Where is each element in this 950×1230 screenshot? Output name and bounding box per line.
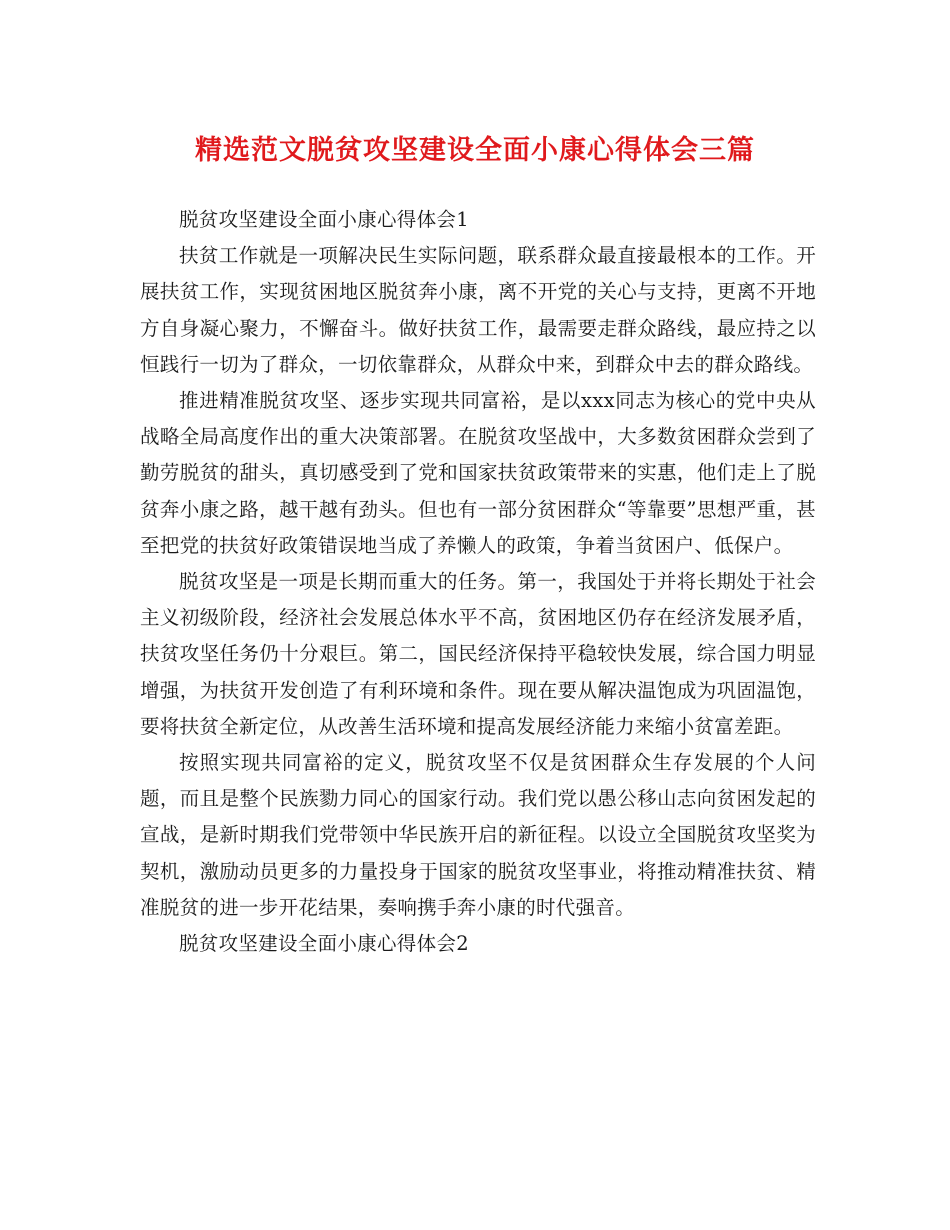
- document-title: 精选范文脱贫攻坚建设全面小康心得体会三篇: [195, 135, 755, 166]
- document-body: [140, 202, 816, 962]
- section-heading-2: 脱贫攻坚建设全面小康心得体会2: [179, 932, 469, 956]
- body-paragraph-3: 脱贫攻坚是一项是长期而重大的任务。第一，我国处于并将长期处于社会主义初级阶段，经济社会发展总体水平不高，贫困地区仍存在经济发展矛盾，扶贫攻坚任务仍十分艰巨。第二，国民经济保持平稳较快发展，综合国力明显增强，为扶贫开发创造了有利环境和条件。现在要从解决温饱成为巩固温饱，要将扶贫全新定位，从改善生活环境和提高发展经济能力来缩小贫富差距。: [140, 570, 816, 738]
- body-paragraph-4: 按照实现共同富裕的定义，脱贫攻坚不仅是贫困群众生存发展的个人问题，而且是整个民族勠力同心的国家行动。我们党以愚公移山志向贫困发起的宣战，是新时期我们党带领中华民族开启的新征程。以设立全国脱贫攻坚奖为契机，激励动员更多的力量投身于国家的脱贫攻坚事业，将推动精准扶贫、精准脱贫的进一步开花结果，奏响携手奔小康的时代强音。: [140, 751, 816, 919]
- section-heading-1: 脱贫攻坚建设全面小康心得体会1: [179, 208, 469, 231]
- body-paragraph-2: 推进精准脱贫攻坚、逐步实现共同富裕，是以xxx同志为核心的党中央从战略全局高度作出的重大决策部署。在脱贫攻坚战中，大多数贫困群众尝到了勤劳脱贫的甜头，真切感受到了党和国家扶贫政策带来的实惠，他们走上了脱贫奔小康之路，越干越有劲头。但也有一部分贫困群众“等靠要”思想严重，甚至把党的扶贫好政策错误地当成了养懒人的政策，争着当贫困户、低保户。: [140, 389, 816, 557]
- body-paragraph-1: 扶贫工作就是一项解决民生实际问题，联系群众最直接最根本的工作。开展扶贫工作，实现贫困地区脱贫奔小康，离不开党的关心与支持，更离不开地方自身凝心聚力，不懈奋斗。做好扶贫工作，最需要走群众路线，最应持之以恒践行一切为了群众，一切依靠群众，从群众中来，到群众中去的群众路线。: [140, 244, 816, 376]
